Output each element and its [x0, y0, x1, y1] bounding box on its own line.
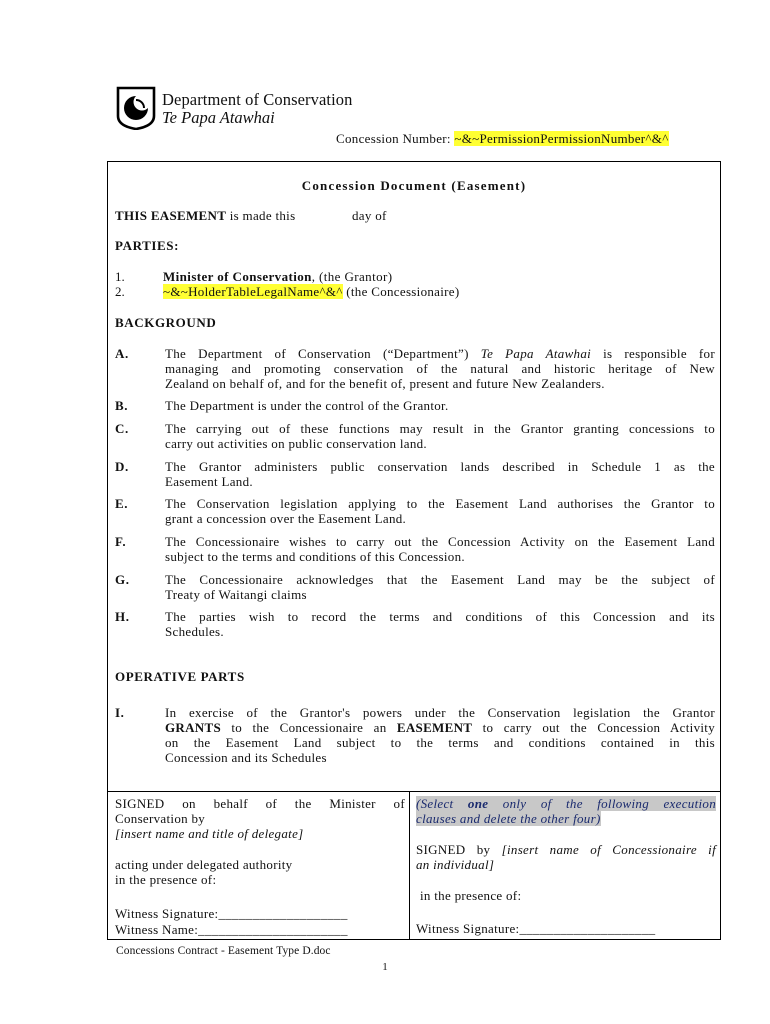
concession-number-field: ~&~PermissionPermissionNumber^&^	[454, 131, 669, 146]
bg-g-line1: The Concessionaire acknowledges that the Easement Land may be the subject of	[165, 572, 715, 587]
bg-g-line2: Treaty of Waitangi claims	[165, 587, 307, 602]
sign-left-delegate: [insert name and title of delegate]	[115, 826, 304, 841]
signing-divider	[409, 792, 410, 940]
sign-left-line1: SIGNED on behalf of the Minister of	[115, 796, 405, 811]
bg-b-line1: The Department is under the control of the Grantor.	[165, 398, 449, 413]
sign-left-column	[115, 796, 405, 841]
left-witness-signature: Witness Signature:___________________	[115, 906, 348, 921]
sign-right-presence: in the presence of:	[420, 888, 522, 903]
org-name-maori: Te Papa Atawhai	[162, 108, 275, 127]
bg-letter-b: B.	[115, 398, 129, 413]
sign-left-line5: in the presence of:	[115, 872, 217, 887]
sign-right-line2: an individual]	[416, 857, 495, 872]
bg-letter-d: D.	[115, 459, 129, 474]
intro-bold: THIS EASEMENT	[115, 208, 227, 223]
op-line2: GRANTS to the Concessionaire an EASEMENT to carry out the Concession Activity	[165, 720, 715, 735]
bg-item-h	[165, 609, 715, 639]
footer-filename: Concessions Contract - Easement Type D.doc	[116, 945, 331, 957]
bg-f-line2: subject to the terms and conditions of this Concession.	[165, 549, 465, 564]
party-number-2: 2.	[115, 284, 125, 299]
op-line1: In exercise of the Grantor's powers under the Conservation legislation the Grantor	[165, 705, 715, 720]
right-witness-signature: Witness Signature:____________________	[416, 921, 656, 936]
bg-c-line2: carry out activities on public conservation land.	[165, 436, 427, 451]
bg-letter-f: F.	[115, 534, 127, 549]
party-2-name: ~&~HolderTableLegalName^&^	[163, 284, 343, 299]
background-label: BACKGROUND	[115, 315, 217, 330]
left-witness-name: Witness Name:______________________	[115, 922, 348, 937]
note-line1: (Select one only of the following execution	[416, 796, 716, 811]
op-item-i	[165, 705, 715, 765]
intro-line	[115, 208, 295, 224]
bg-a-line1: The Department of Conservation (“Department”) Te Papa Atawhai is responsible for	[165, 346, 715, 361]
bg-item-c	[165, 421, 715, 451]
document-title: Concession Document (Easement)	[301, 178, 527, 193]
party-1-role: , (the Grantor)	[311, 269, 393, 284]
op-line4: Concession and its Schedules	[165, 750, 327, 765]
sign-right-individual	[416, 842, 716, 872]
sign-right-line1: SIGNED by [insert name of Concessionaire if	[416, 842, 716, 857]
bg-letter-g: G.	[115, 572, 130, 587]
bg-item-b	[165, 398, 715, 413]
page-number: 1	[382, 961, 388, 973]
bg-e-line1: The Conservation legislation applying to the Easement Land authorises the Grantor to	[165, 496, 715, 511]
bg-item-g	[165, 572, 715, 602]
op-line3: on the Easement Land subject to the terms and conditions contained in this	[165, 735, 715, 750]
operative-label: OPERATIVE PARTS	[115, 669, 245, 684]
sign-left-line2: Conservation by	[115, 811, 206, 826]
party-1	[163, 269, 392, 285]
execution-note	[416, 796, 716, 826]
bg-item-f	[165, 534, 715, 564]
bg-a-line3: Zealand on behalf of, and for the benefit of, present and future New Zealanders.	[165, 376, 605, 391]
intro-rest: is made this	[226, 208, 296, 223]
note-line2: clauses and delete the other four)	[416, 811, 601, 826]
bg-a-line2: managing and promoting conservation of the natural and historic heritage of New	[165, 361, 715, 376]
concession-number	[336, 131, 669, 147]
party-number-1: 1.	[115, 269, 125, 284]
bg-e-line2: grant a concession over the Easement Land.	[165, 511, 407, 526]
bg-item-d	[165, 459, 715, 489]
party-2-role: (the Concessionaire)	[342, 284, 460, 299]
party-2	[163, 284, 459, 300]
party-1-name: Minister of Conservation	[163, 269, 312, 284]
bg-c-line1: The carrying out of these functions may result in the Grantor granting concessions to	[165, 421, 715, 436]
bg-item-e	[165, 496, 715, 526]
bg-h-line2: Schedules.	[165, 624, 224, 639]
parties-label: PARTIES:	[115, 238, 180, 253]
bg-letter-a: A.	[115, 346, 129, 361]
bg-item-a	[165, 346, 715, 391]
bg-h-line1: The parties wish to record the terms and conditions of this Concession and its	[165, 609, 715, 624]
sign-left-authority	[115, 857, 405, 887]
op-letter-i: I.	[115, 705, 125, 720]
sign-left-line4: acting under delegated authority	[115, 857, 293, 872]
bg-f-line1: The Concessionaire wishes to carry out the Concession Activity on the Easement Land	[165, 534, 715, 549]
bg-letter-e: E.	[115, 496, 129, 511]
bg-d-line2: Easement Land.	[165, 474, 253, 489]
doc-fern-logo-icon	[116, 86, 156, 130]
bg-letter-h: H.	[115, 609, 130, 624]
bg-letter-c: C.	[115, 421, 129, 436]
intro-day: day of	[352, 208, 387, 223]
bg-d-line1: The Grantor administers public conservation lands described in Schedule 1 as the	[165, 459, 715, 474]
org-name: Department of Conservation	[162, 90, 353, 109]
concession-number-label: Concession Number:	[336, 131, 455, 146]
